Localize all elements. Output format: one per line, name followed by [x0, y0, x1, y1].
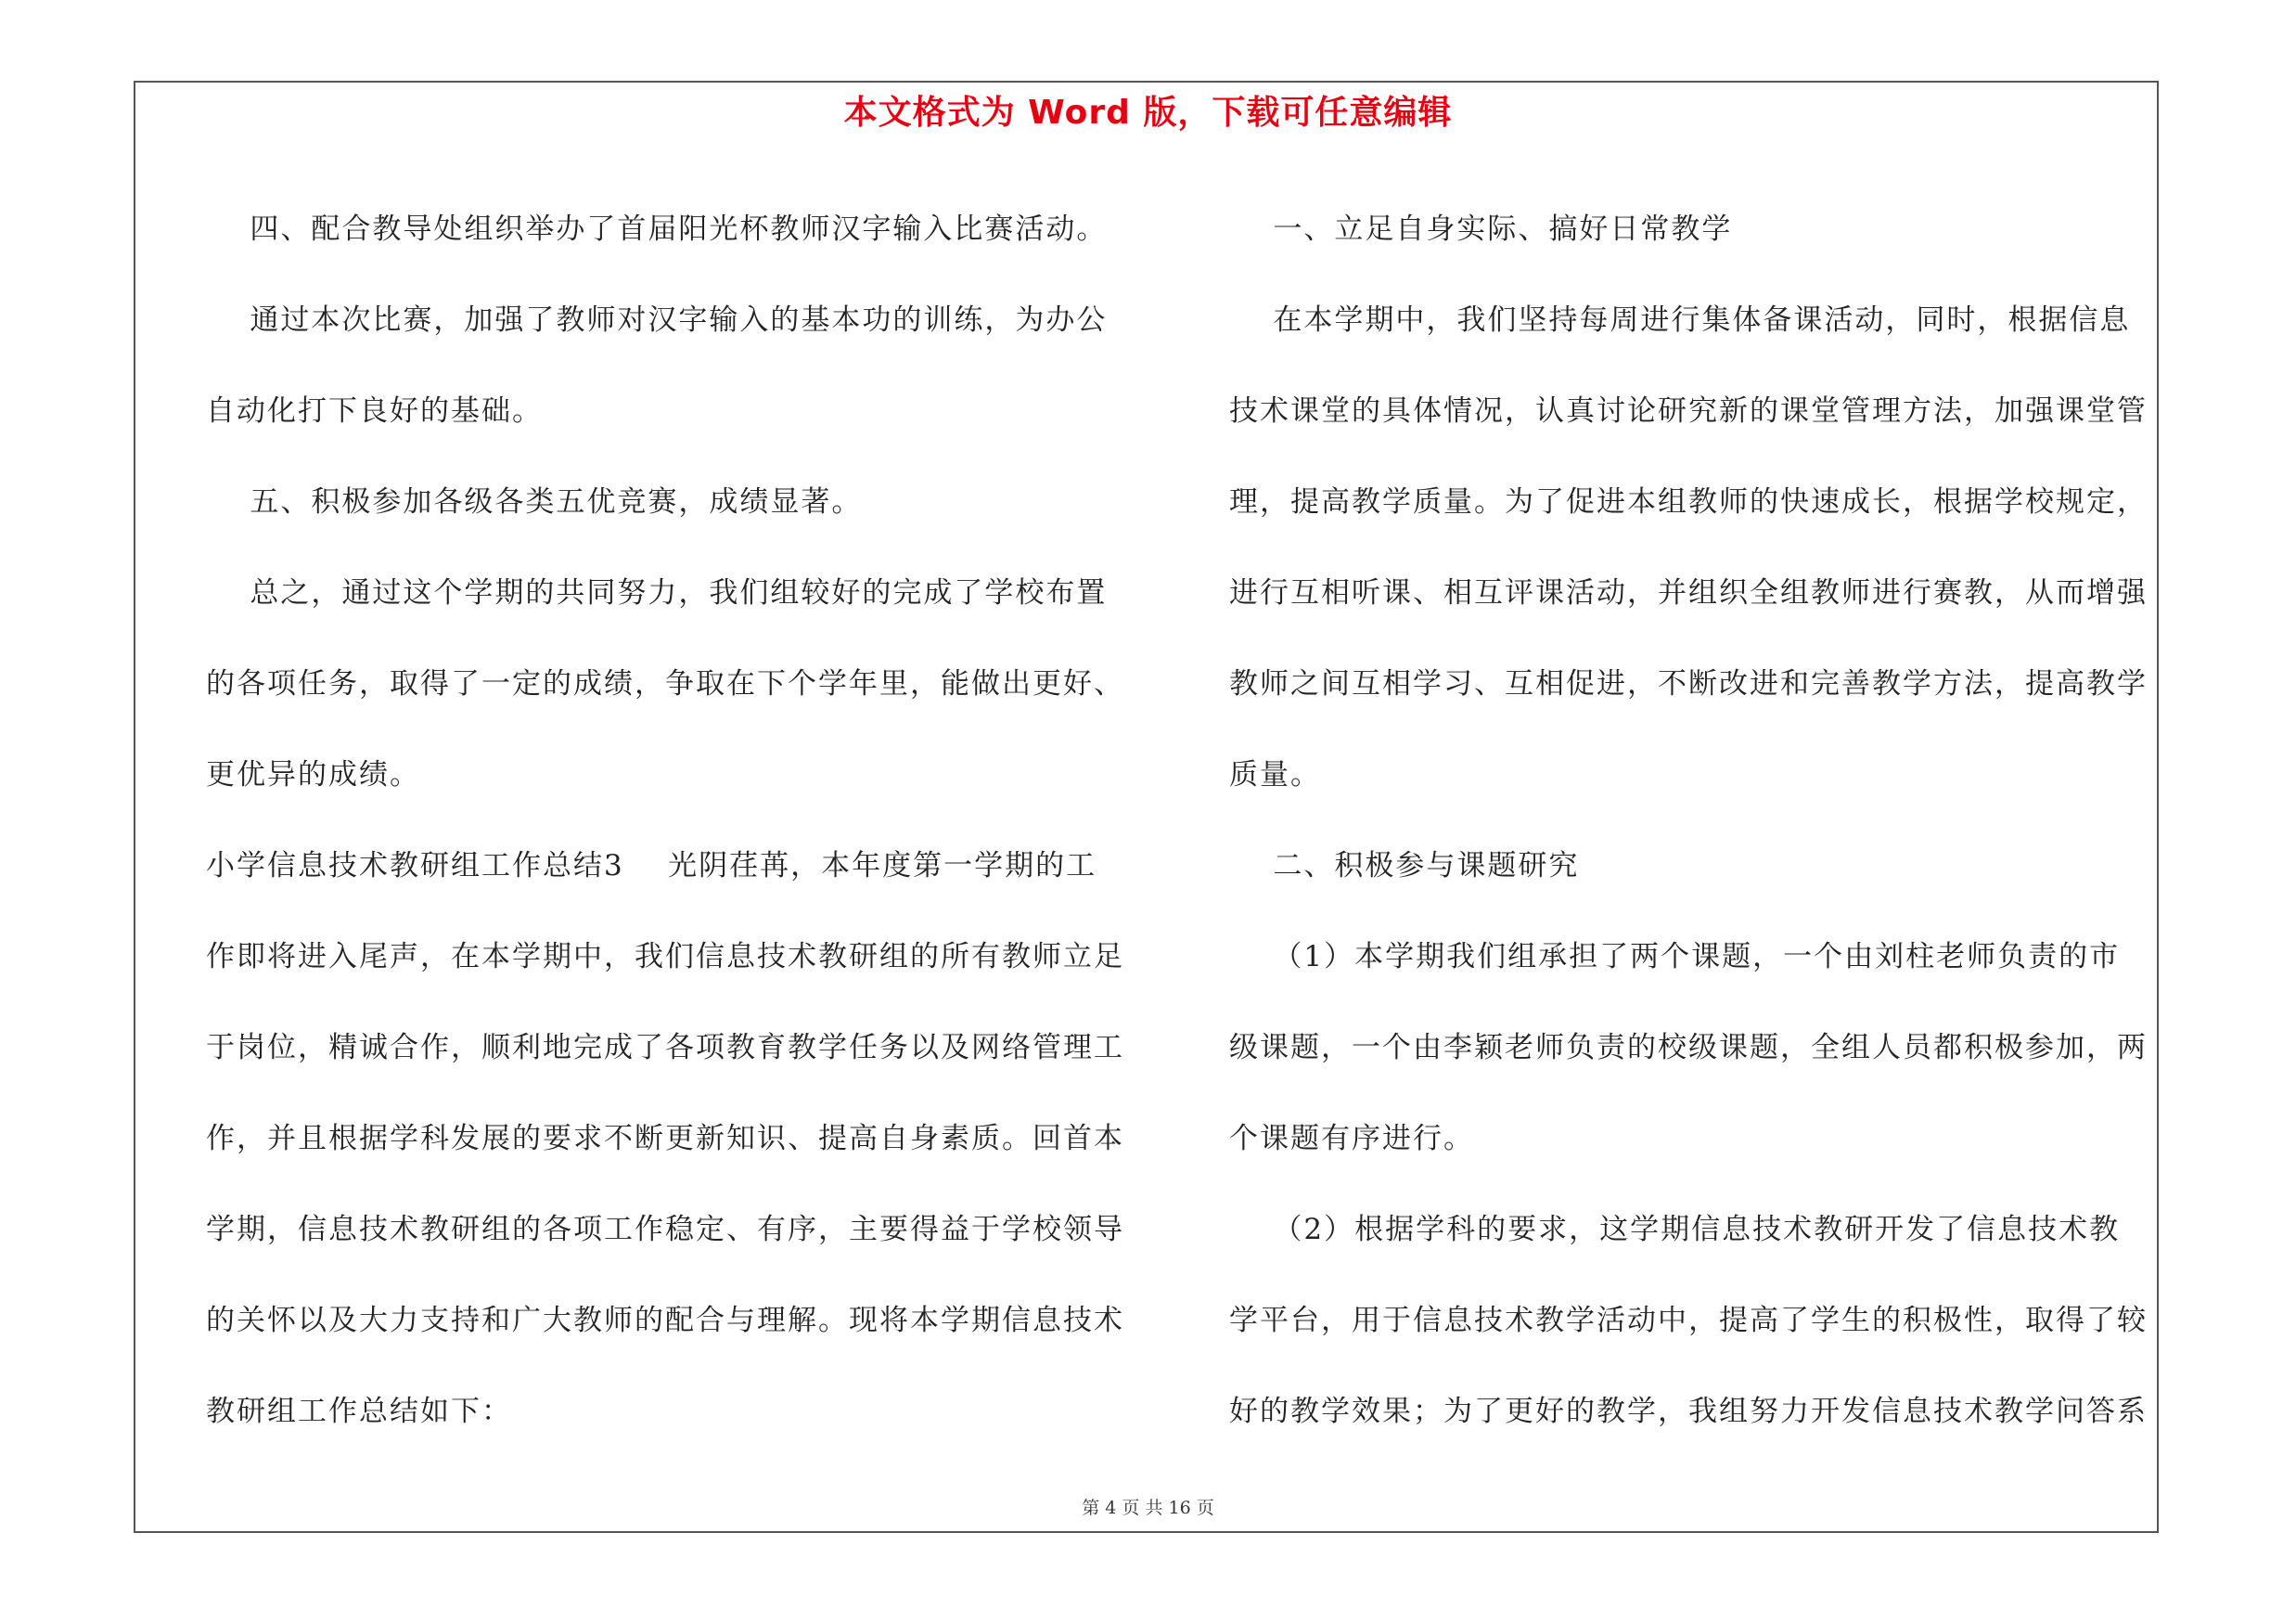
text-line: 级课题，一个由李颖老师负责的校级课题，全组人员都积极参加，两: [1229, 1031, 2148, 1064]
text-line: 学平台，用于信息技术教学活动中，提高了学生的积极性，取得了较: [1229, 1304, 2148, 1337]
text-line: 二、积极参与课题研究: [1229, 849, 1580, 882]
text-line: 学期，信息技术教研组的各项工作稳定、有序，主要得益于学校领导: [206, 1213, 1124, 1246]
text-line: 小学信息技术教研组工作总结3 光阴荏苒，本年度第一学期的工: [206, 849, 1097, 882]
text-line: 教师之间互相学习、互相促进，不断改进和完善教学方法，提高教学: [1229, 667, 2148, 701]
format-banner: 本文格式为 Word 版，下载可任意编辑: [843, 94, 1453, 132]
text-line: 好的教学效果；为了更好的教学，我组努力开发信息技术教学问答系: [1229, 1395, 2148, 1428]
text-line: 理，提高教学质量。为了促进本组教师的快速成长，根据学校规定，: [1229, 485, 2148, 519]
text-line: 一、立足自身实际、搞好日常教学: [1229, 213, 1733, 246]
text-line: 作即将进入尾声，在本学期中，我们信息技术教研组的所有教师立足: [206, 940, 1124, 973]
text-line: 教研组工作总结如下：: [206, 1395, 512, 1428]
text-line: 进行互相听课、相互评课活动，并组织全组教师进行赛教，从而增强: [1229, 576, 2148, 610]
text-line: 更优异的成绩。: [206, 758, 420, 792]
text-line: 的各项任务，取得了一定的成绩，争取在下个学年里，能做出更好、: [206, 667, 1124, 701]
text-line: 于岗位，精诚合作，顺利地完成了各项教育教学任务以及网络管理工: [206, 1031, 1124, 1064]
text-line: 四、配合教导处组织举办了首届阳光杯教师汉字输入比赛活动。: [206, 213, 1108, 246]
text-line: 自动化打下良好的基础。: [206, 394, 543, 428]
text-line: 质量。: [1229, 758, 1321, 792]
left-column: [206, 184, 1143, 1457]
text-line: 个课题有序进行。: [1229, 1122, 1474, 1155]
text-line: 作，并且根据学科发展的要求不断更新知识、提高自身素质。回首本: [206, 1122, 1124, 1155]
text-line: 技术课堂的具体情况，认真讨论研究新的课堂管理方法，加强课堂管: [1229, 394, 2148, 428]
text-line: 五、积极参加各级各类五优竞赛，成绩显著。: [206, 485, 863, 519]
right-column: [1229, 184, 2166, 1457]
text-line: （1）本学期我们组承担了两个课题，一个由刘柱老师负责的市: [1229, 940, 2121, 973]
text-line: 通过本次比赛，加强了教师对汉字输入的基本功的训练，为办公: [206, 303, 1108, 337]
text-line: 总之，通过这个学期的共同努力，我们组较好的完成了学校布置: [206, 576, 1108, 610]
text-line: 在本学期中，我们坚持每周进行集体备课活动，同时，根据信息: [1229, 303, 2131, 337]
page-number-footer: 第 4 页 共 16 页: [1082, 1498, 1214, 1518]
text-line: 的关怀以及大力支持和广大教师的配合与理解。现将本学期信息技术: [206, 1304, 1124, 1337]
text-line: （2）根据学科的要求，这学期信息技术教研开发了信息技术教: [1229, 1213, 2121, 1246]
